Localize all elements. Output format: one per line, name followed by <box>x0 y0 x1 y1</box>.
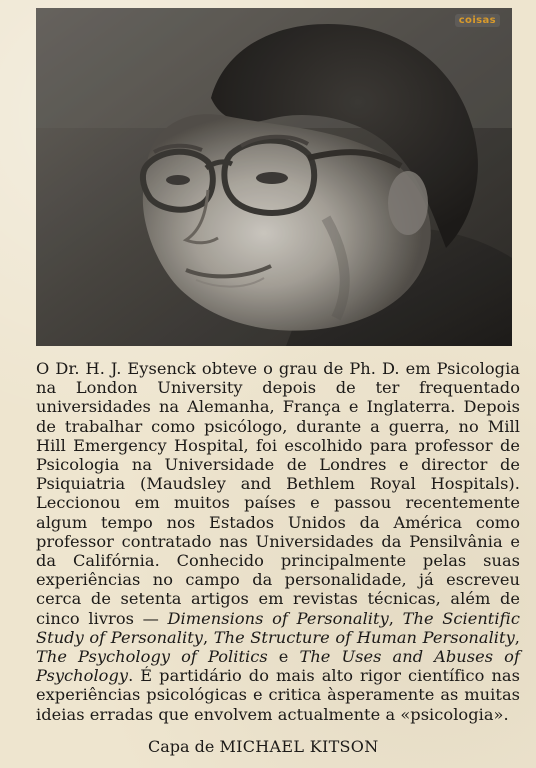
book-title-1: Dimensions of Personality <box>167 608 389 628</box>
bio-text-1: O Dr. H. J. Eysenck obteve o grau de Ph. D. em Psicologia na London University depois de ter frequentado universidades na Alemanha, França e Inglaterra. Depois de trabalhar como psicólogo, durante a guerra, no Mill Hill Emergency Hospital, foi escolhido para professor de Psicologia na Universidade de Londres e director de Psiquiatria (Maudsley and Bethlem Royal Hospitals). Leccionou em muitos países e passou recentemente algum tempo nos Estados Unidos da América como professor contratado nas Universidades da Pensilvânia e da Califórnia. Conhecido principalmente pelas suas experiências no campo da personalidade, já escreveu cerca de setenta artigos em revistas técnicas, além de cinco livros — <box>36 359 520 628</box>
cover-credit-prefix: Capa de <box>148 737 220 756</box>
watermark-logo: coisas <box>455 14 500 27</box>
bio-separator-3: , <box>514 627 520 647</box>
bio-separator-1: , <box>388 608 403 628</box>
author-portrait-photo <box>36 8 512 346</box>
cover-credit <box>148 737 379 756</box>
book-title-3: The Structure of Human Personality <box>213 627 515 647</box>
author-portrait-image <box>36 8 512 346</box>
book-title-4: The Psychology of Politics <box>36 647 268 667</box>
cover-artist-name: MICHAEL KITSON <box>219 737 379 756</box>
book-title-2: The Scientific Study of Personality <box>36 608 520 647</box>
bio-separator-2: , <box>202 627 214 647</box>
author-biography <box>36 359 520 724</box>
bio-text-2: . É partidário do mais alto rigor científico nas experiências psicológicas e critica àsperamente as muitas ideias erradas que envolvem actualmente a «psicologia». <box>36 666 520 724</box>
bio-separator-4: e <box>267 647 300 667</box>
book-title-5: The Uses and Abuses of Psychology <box>36 647 520 686</box>
